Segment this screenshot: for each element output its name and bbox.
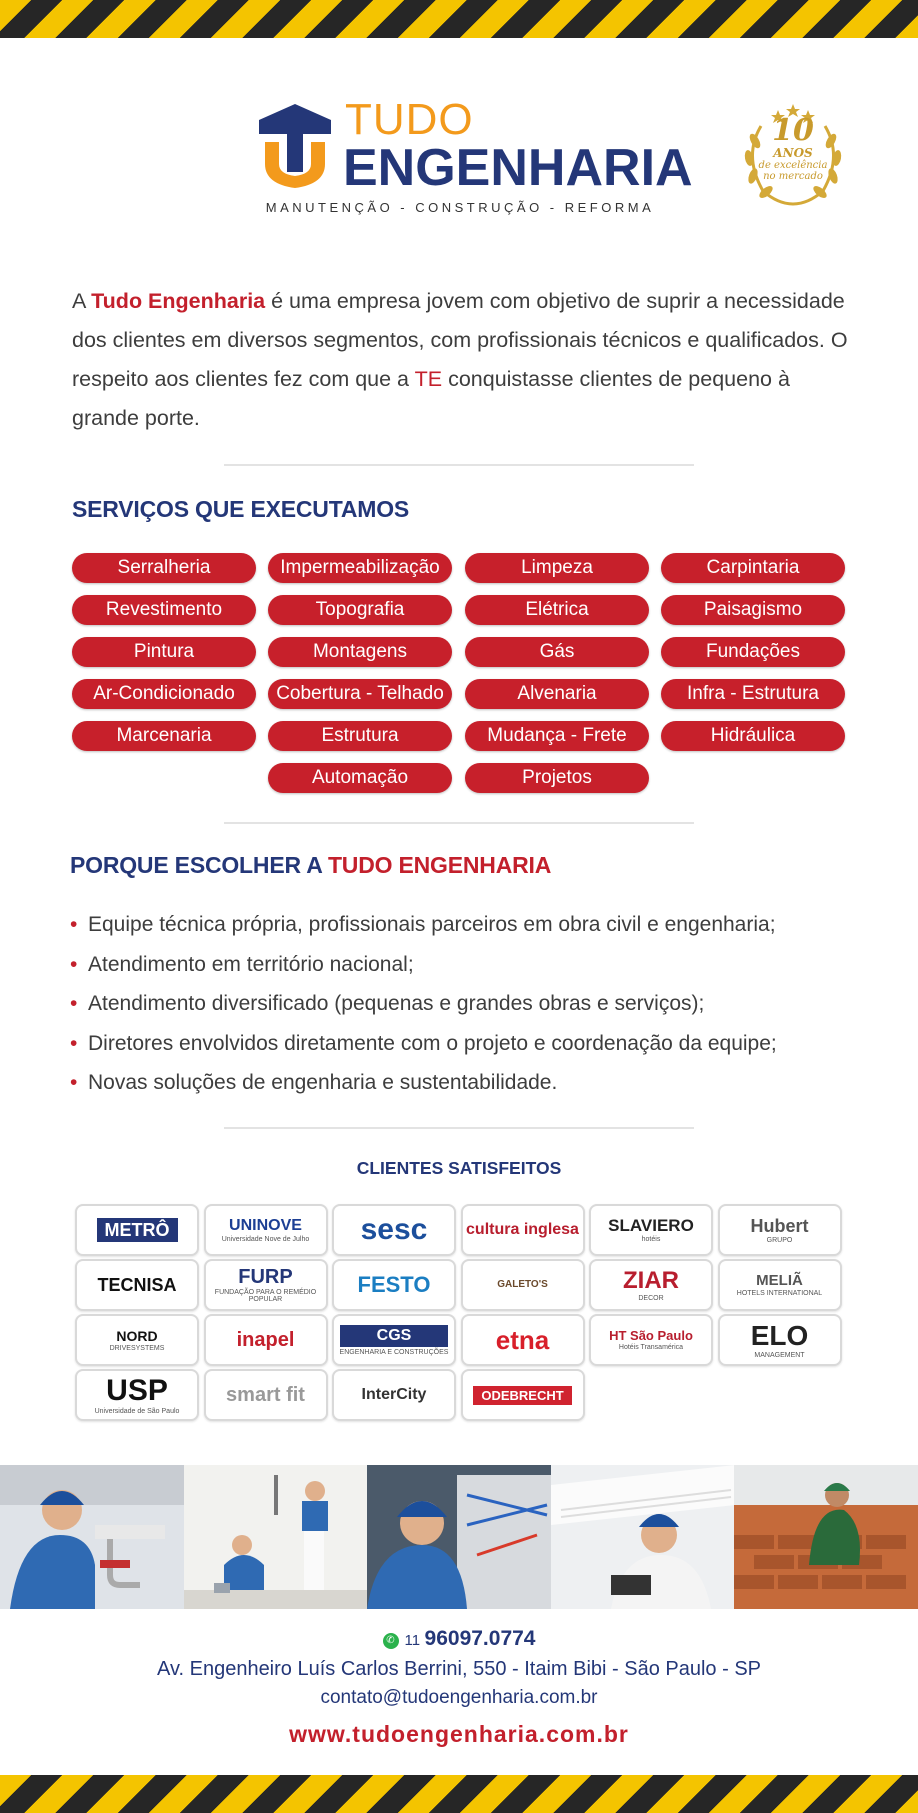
client-name: inapel (236, 1329, 295, 1351)
client-name: ODEBRECHT (473, 1386, 571, 1405)
client-logo (332, 1314, 456, 1366)
client-name: TECNISA (97, 1275, 177, 1295)
service-pill: Elétrica (465, 595, 649, 625)
client-logo (461, 1204, 585, 1256)
client-name: METRÔ (97, 1218, 178, 1242)
client-subtitle: FUNDAÇÃO PARA O REMÉDIO POPULAR (214, 1289, 317, 1303)
client-logo (718, 1259, 842, 1311)
badge-sub2: no mercado (763, 171, 823, 182)
client-subtitle: GRUPO (766, 1236, 793, 1244)
client-logo (204, 1204, 328, 1256)
client-name: GALETO'S (497, 1279, 548, 1290)
client-subtitle: hotéis (641, 1236, 661, 1243)
client-logo (332, 1369, 456, 1421)
ten-years-badge (733, 96, 853, 216)
reason-item: • Diretores envolvidos diretamente com o projeto e coordenação da equipe; (70, 1024, 870, 1064)
client-name: FURP (238, 1266, 293, 1288)
badge-word: ANOS (773, 146, 813, 160)
photo-ac-technician (551, 1465, 735, 1609)
logo-te-icon (255, 102, 335, 192)
address: Av. Engenheiro Luís Carlos Berrini, 550 - Itaim Bibi - São Paulo - SP (157, 1658, 761, 1680)
intro-paragraph (72, 282, 852, 438)
photo-bricklayer (734, 1465, 918, 1609)
client-logo (718, 1314, 842, 1366)
service-pill: Projetos (465, 763, 649, 793)
photo-plumber (0, 1465, 184, 1609)
service-pill: Ar-Condicionado (72, 679, 256, 709)
logo-line2: ENGENHARIA (343, 139, 693, 197)
client-name: Hubert (750, 1215, 809, 1236)
client-subtitle: Hotéis Transamérica (618, 1344, 684, 1351)
client-subtitle: Universidade Nove de Julho (221, 1235, 310, 1243)
why-title-highlight: TUDO ENGENHARIA (327, 852, 552, 878)
why-title-prefix: PORQUE ESCOLHER A (70, 852, 328, 878)
divider (224, 1127, 694, 1129)
divider (224, 464, 694, 466)
client-name: ELO (750, 1319, 809, 1351)
divider (224, 822, 694, 824)
service-pill: Impermeabilização (268, 553, 452, 583)
phone-number[interactable]: 96097.0774 (424, 1627, 536, 1650)
client-name: UNINOVE (229, 1216, 302, 1234)
intro-company-name: Tudo Engenharia (91, 289, 266, 313)
service-pill: Gás (465, 637, 649, 667)
photo-electrician (367, 1465, 551, 1609)
client-name: ZIAR (623, 1266, 679, 1294)
photo-painters (184, 1465, 368, 1609)
service-pill: Infra - Estrutura (661, 679, 845, 709)
badge-number: 10 (772, 113, 814, 148)
intro-text-3: conquistasse clientes de pequeno à grande porte. (72, 367, 790, 430)
phone-prefix: 11 (404, 1632, 421, 1649)
client-logo (204, 1314, 328, 1366)
phone-line (0, 1627, 918, 1651)
website-link[interactable]: www.tudoengenharia.com.br (289, 1721, 629, 1747)
photo-strip (0, 1465, 918, 1609)
badge-sub1: de excelência (758, 160, 828, 171)
client-name: MELIÃ (756, 1272, 803, 1289)
intro-abbr: TE (414, 367, 443, 391)
client-subtitle: ENGENHARIA E CONSTRUÇÕES (339, 1348, 449, 1356)
service-pill: Paisagismo (661, 595, 845, 625)
client-logo (332, 1204, 456, 1256)
client-logo (461, 1314, 585, 1366)
service-pill: Marcenaria (72, 721, 256, 751)
hazard-stripe-top (0, 0, 918, 38)
client-name: SLAVIERO (608, 1216, 694, 1235)
reason-item: • Atendimento diversificado (pequenas e grandes obras e serviços); (70, 984, 870, 1024)
client-name: InterCity (361, 1386, 427, 1403)
client-logo (461, 1259, 585, 1311)
client-logo (461, 1369, 585, 1421)
client-name: FESTO (357, 1272, 431, 1297)
client-logo (718, 1204, 842, 1256)
client-logo (75, 1314, 199, 1366)
client-name: HT São Paulo (609, 1328, 693, 1343)
client-subtitle: DRIVESYSTEMS (109, 1344, 165, 1352)
service-pill: Topografia (268, 595, 452, 625)
email-link[interactable]: contato@tudoengenharia.com.br (320, 1687, 598, 1708)
service-pill: Montagens (268, 637, 452, 667)
client-subtitle: DECOR (638, 1294, 664, 1302)
service-pill: Pintura (72, 637, 256, 667)
service-pill: Hidráulica (661, 721, 845, 751)
service-pill: Revestimento (72, 595, 256, 625)
client-subtitle: MANAGEMENT (754, 1351, 805, 1359)
service-pill: Alvenaria (465, 679, 649, 709)
client-name: etna (495, 1325, 550, 1355)
whatsapp-icon: ✆ (383, 1633, 399, 1649)
clients-title: CLIENTES SATISFEITOS (356, 1158, 562, 1178)
client-name: CGS (340, 1325, 449, 1347)
client-logo (589, 1314, 713, 1366)
service-pill: Estrutura (268, 721, 452, 751)
services-title: SERVIÇOS QUE EXECUTAMOS (72, 496, 410, 522)
client-name: cultura inglesa (466, 1221, 579, 1238)
service-pill: Automação (268, 763, 452, 793)
client-logo (204, 1369, 328, 1421)
reason-item: • Atendimento em território nacional; (70, 945, 870, 985)
intro-text-1: A (72, 289, 92, 313)
client-logo (75, 1369, 199, 1421)
client-logo (589, 1204, 713, 1256)
why-title (70, 852, 551, 879)
service-pill: Fundações (661, 637, 845, 667)
service-pill: Limpeza (465, 553, 649, 583)
company-logo (255, 95, 693, 222)
client-name: USP (106, 1373, 168, 1407)
client-name: sesc (360, 1213, 428, 1246)
service-pill: Mudança - Frete (465, 721, 649, 751)
client-logo (204, 1259, 328, 1311)
client-logo (332, 1259, 456, 1311)
client-logo (75, 1259, 199, 1311)
service-pill: Serralheria (72, 553, 256, 583)
logo-tagline: MANUTENÇÃO - CONSTRUÇÃO - REFORMA (265, 200, 655, 215)
reason-item: • Equipe técnica própria, profissionais parceiros em obra civil e engenharia; (70, 905, 870, 945)
reasons-list (70, 905, 870, 1103)
logo-line1: TUDO (345, 95, 474, 144)
reason-item: • Novas soluções de engenharia e sustentabilidade. (70, 1063, 870, 1103)
client-logo (589, 1259, 713, 1311)
hazard-stripe-bottom (0, 1775, 918, 1813)
client-name: NORD (116, 1327, 158, 1344)
client-subtitle: HOTELS INTERNATIONAL (736, 1290, 823, 1297)
intro-text-2: é uma empresa jovem com objetivo de suprir a necessidade dos clientes em diversos segmentos, com profissionais técnicos e qualificados. O respeito aos clientes fez com que a (72, 289, 848, 391)
service-pill: Cobertura - Telhado (268, 679, 452, 709)
service-pill: Carpintaria (661, 553, 845, 583)
client-name: smart fit (226, 1384, 305, 1406)
client-logo (75, 1204, 199, 1256)
client-subtitle: Universidade de São Paulo (94, 1407, 180, 1415)
